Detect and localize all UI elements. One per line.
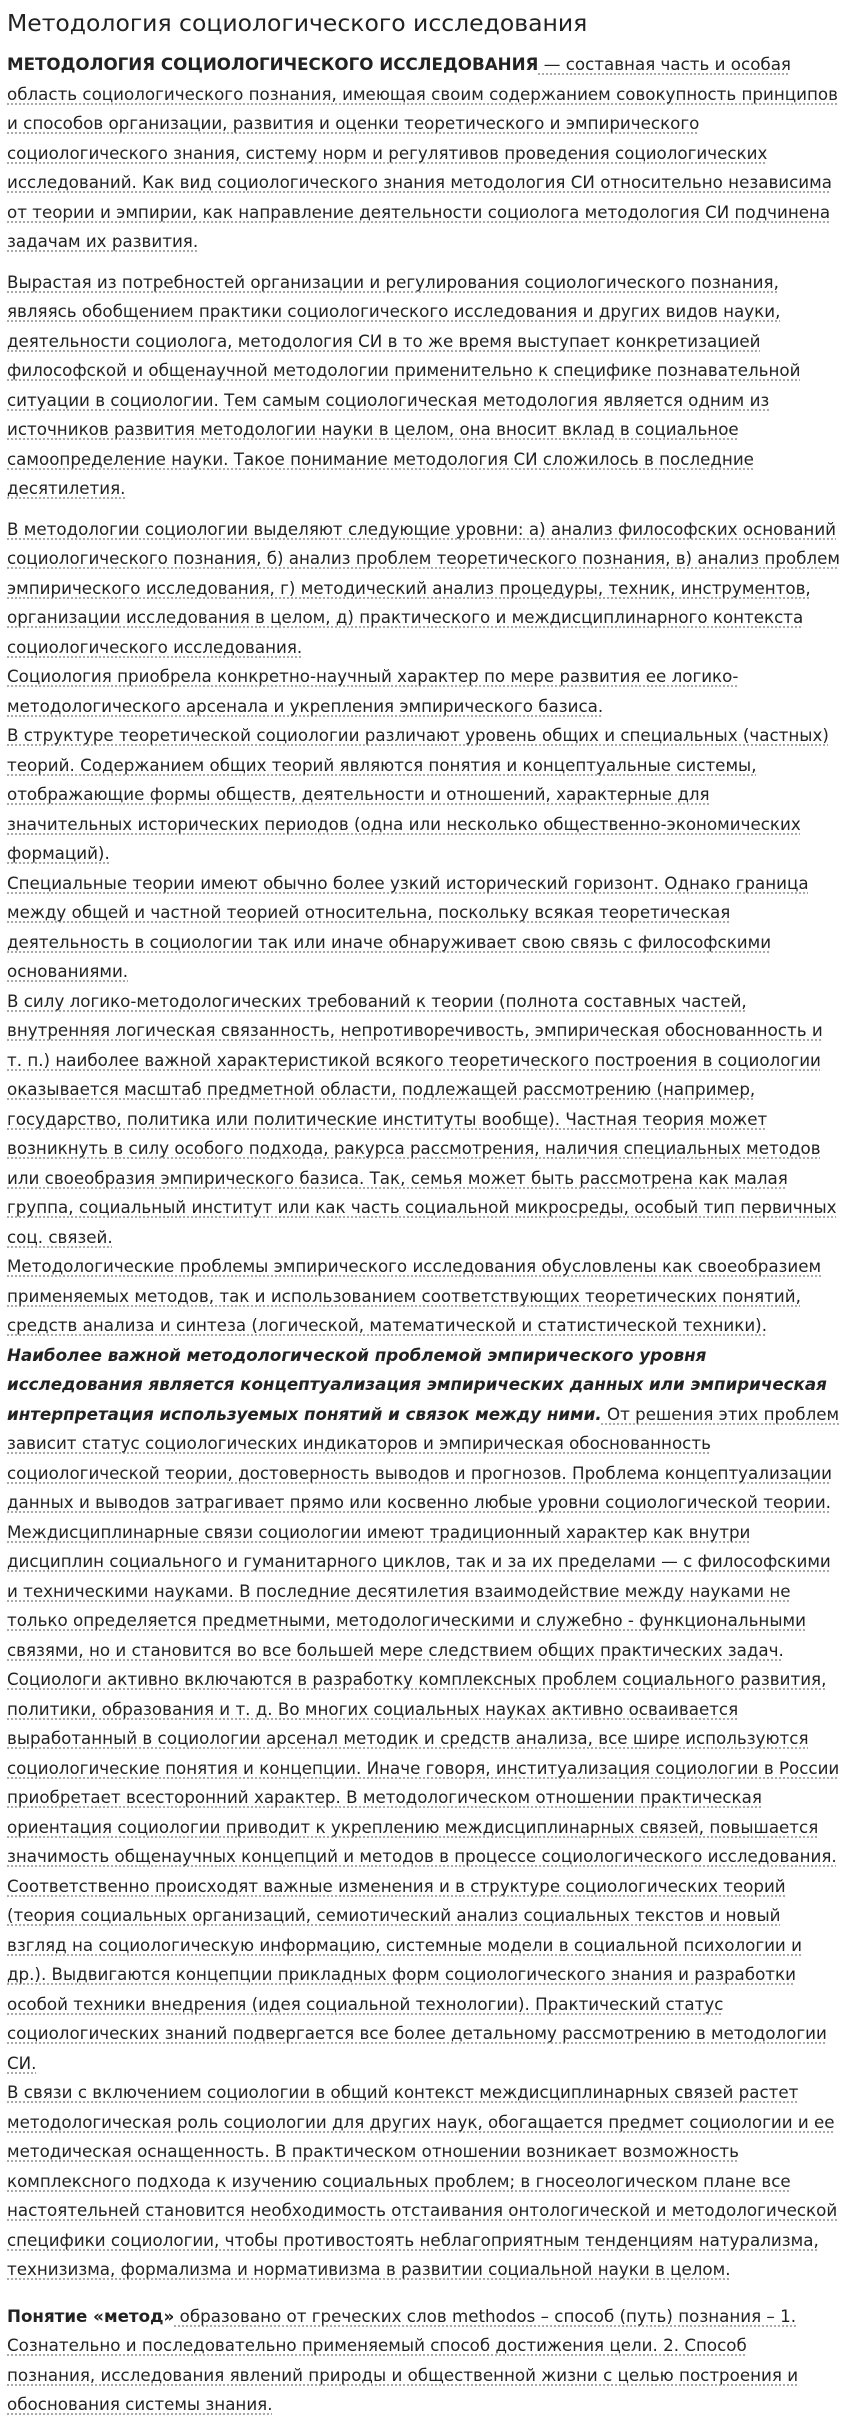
paragraph-special: [7, 869, 840, 987]
paragraph-key-problem: [7, 1341, 840, 1518]
paragraph-context-link[interactable]: В связи с включением социологии в общий контекст междисциплинарных связей растет методологическая роль социологии для других наук, обогащается предмет социологии и ее методическая оснащенность. В практическом отношении возникает возможность комплексного подхода к изучению социальных проблем; в гносеологическом плане все настоятельней становится необходимость отстаивания онтологической и методологической специфики социологии, чтобы противостоять неблагоприятным тенденциям натурализма, технизизма, формализма и нормативизма в развитии социальной науки в целом.: [7, 2082, 838, 2279]
paragraph-method: [7, 2302, 840, 2420]
paragraph-interdisciplinary-link[interactable]: Междисциплинарные связи социологии имеют традиционный характер как внутри дисциплин социального и гуманитарного циклов, так и за их пределами — с философскими и техническими науками. В последние десятилетия взаимодействие между науками не только определяется предметными, методологическими и служебно - функциональными связями, но и становится во все большей мере следствием общих практических задач. Социологи активно включаются в разработку комплексных проблем социального развития, политики, образования и т. д. Во многих социальных науках активно осваивается выработанный в социологии арсенал методик и средств анализа, все шире используются социологические понятия и концепции. Иначе говоря, институализация социологии в России приобретает всесторонний характер. В методологическом отношении практическая ориентация социологии приводит к укреплению междисциплинарных связей, повышается значимость общенаучных концепций и методов в процессе социологического исследования. Соответственно происходят важные изменения и в структуре социологических теорий (теория социальных организаций, семиотический анализ социальных текстов и новый взгляд на социологическую информацию, системные модели в социальной психологии и др.). Выдвигаются концепции прикладных форм социологического знания и разработки особой техники внедрения (идея социальной технологии). Практический статус социологических знаний подвергается все более детальному рассмотрению в методологии СИ.: [7, 1521, 840, 2073]
key-problem-link[interactable]: От решения этих проблем зависит статус социологических индикаторов и эмпирическая обоснованность социологической теории, достоверность выводов и прогнозов. Проблема концептуализации данных и выводов затрагивает прямо или косвенно любые уровни социологической теории.: [7, 1403, 840, 1512]
paragraph-concrete-link[interactable]: Социология приобрела конкретно-научный характер по мере развития ее логико-методологического арсенала и укрепления эмпирического базиса.: [7, 666, 739, 716]
paragraph-logic-link[interactable]: В силу логико-методологических требований к теории (полнота составных частей, внутренняя логическая связанность, непротиворечивость, эмпирическая обоснованность и т. п.) наиболее важной характеристикой всякого теоретического построения в социологии оказывается масштаб предметной области, подлежащей рассмотрению (например, государство, политика или политические институты вообще). Частная теория может возникнуть в силу особого подхода, ракурса рассмотрения, наличия специальных методов или своеобразия эмпирического базиса. Так, семья может быть рассмотрена как малая группа, социальный институт или как часть социальной микросреды, особый тип первичных соц. связей.: [7, 990, 837, 1247]
paragraph-context: [7, 2078, 840, 2285]
key-problem-emphasis: Наиболее важной методологической проблемой эмпирического уровня исследования является концептуализация эмпирических данных или эмпирическая интерпретация используемых понятий и связок между ними.: [7, 1344, 827, 1424]
paragraph-structure-link[interactable]: В структуре теоретической социологии различают уровень общих и специальных (частных) теорий. Содержанием общих теорий являются понятия и концептуальные системы, отображающие формы обществ, деятельности и отношений, характерные для значительных исторических периодов (одна или несколько общественно-экономических формаций).: [7, 725, 829, 863]
paragraph-levels: [7, 515, 840, 663]
paragraph-empirical: [7, 1252, 840, 1341]
paragraph-origin-link[interactable]: Вырастая из потребностей организации и регулирования социологического познания, являясь обобщением практики социологического исследования и других видов науки, деятельности социолога, методология СИ в то же время выступает конкретизацией философской и общенаучной методологии применительно к специфике познавательной ситуации в социологии. Тем самым социологическая методология является одним из источников развития методологии науки в целом, она вносит вклад в социальное самоопределение науки. Такое понимание методология СИ сложилось в последние десятилетия.: [7, 271, 801, 498]
page-title: Методология социологического исследования: [7, 9, 588, 37]
paragraph-levels-link[interactable]: В методологии социологии выделяют следующие уровни: а) анализ философских оснований социологического познания, б) анализ проблем теоретического познания, в) анализ проблем эмпирического исследования, г) методический анализ процедуры, техник, инструментов, организации исследования в целом, д) практического и междисциплинарного контекста социологического исследования.: [7, 518, 840, 657]
intro-text-link[interactable]: — составная часть и особая область социологического познания, имеющая своим содержанием совокупность принципов и способов организации, развития и оценки теоретического и эмпирического социологического знания, систему норм и регулятивов проведения социологических исследований. Как вид социологического знания методология СИ относительно независима от теории и эмпирии, как направление деятельности социолога методология СИ подчинена задачам их развития.: [7, 54, 838, 251]
paragraph-concrete: [7, 662, 840, 721]
paragraph-origin: [7, 268, 840, 504]
paragraph-empirical-link[interactable]: Методологические проблемы эмпирического исследования обусловлены как своеобразием применяемых методов, так и использованием соответствующих теоретических понятий, средств анализа и синтеза (логической, математической и статистической техники).: [7, 1256, 822, 1335]
paragraph-interdisciplinary: [7, 1518, 840, 2079]
intro-paragraph: [7, 50, 840, 257]
paragraph-logic: [7, 987, 840, 1253]
paragraph-structure: [7, 721, 840, 869]
intro-term: МЕТОДОЛОГИЯ СОЦИОЛОГИЧЕСКОГО ИССЛЕДОВАНИЯ: [7, 54, 539, 74]
method-text-link[interactable]: образовано от греческих слов methodos – способ (путь) познания – 1. Сознательно и последовательно применяемый способ достижения цели. 2. Способ познания, исследования явлений природы и общественной жизни с целью построения и обоснования системы знания.: [7, 2305, 799, 2414]
article-body: [7, 50, 840, 2420]
paragraph-special-link[interactable]: Специальные теории имеют обычно более узкий исторический горизонт. Однако граница между общей и частной теорией относительна, поскольку всякая теоретическая деятельность в социологии так или иначе обнаруживает свою связь с философскими основаниями.: [7, 872, 809, 981]
method-term: Понятие «метод»: [7, 2305, 175, 2326]
